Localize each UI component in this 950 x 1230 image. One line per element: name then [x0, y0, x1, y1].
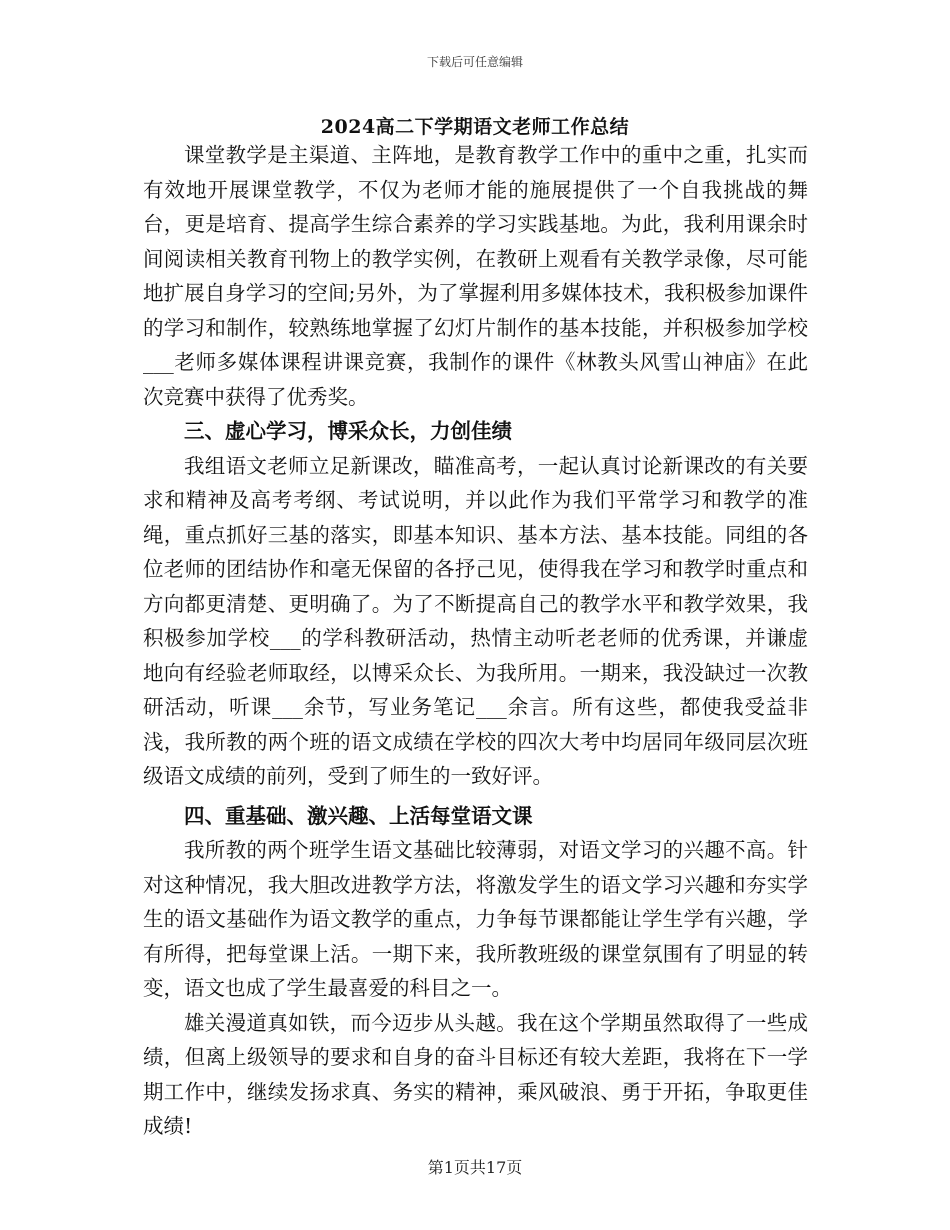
- section-heading-4: 四、重基础、激兴趣、上活每堂语文课: [184, 803, 533, 828]
- paragraph-classroom-teaching: 课堂教学是主渠道、主阵地，是教育教学工作中的重中之重，扎实而有效地开展课堂教学，不仅为老师才能的施展提供了一个自我挑战的舞台，更是培育、提高学生综合素养的学习实践基地。为此，我利用课余时间阅读相关教育刊物上的教学实例，在教研上观看有关教学录像，尽可能地扩展自身学习的空间;另外，为了掌握利用多媒体技术，我积极参加课件的学习和制作，较熟练地掌握了幻灯片制作的基本技能，并积极参加学校___老师多媒体课程讲课竞赛，我制作的课件《林教头风雪山神庙》在此次竞赛中获得了优秀奖。: [143, 143, 808, 409]
- paragraph-foundation: 我所教的两个班学生语文基础比较薄弱，对语文学习的兴趣不高。针对这种情况，我大胆改进教学方法，将激发学生的语文学习兴趣和夯实学生的语文基础作为语文教学的重点，力争每节课都能让学生学有兴趣，学有所得，把每堂课上活。一期下来，我所教班级的课堂氛围有了明显的转变，语文也成了学生最喜爱的科目之一。: [143, 838, 808, 1000]
- section-heading-3: 三、虚心学习，博采众长，力创佳绩: [184, 419, 512, 443]
- paragraph-conclusion: 雄关漫道真如铁，而今迈步从头越。我在这个学期虽然取得了一些成绩，但离上级领导的要求和自身的奋斗目标还有较大差距，我将在下一学期工作中，继续发扬求真、务实的精神，乘风破浪、勇于开拓，争取更佳成绩!: [143, 1010, 808, 1138]
- document-body: [143, 138, 808, 1144]
- paragraph-learning: 我组语文老师立足新课改，瞄准高考，一起认真讨论新课改的有关要求和精神及高考考纲、考试说明，并以此作为我们平常学习和教学的准绳，重点抓好三基的落实，即基本知识、基本方法、基本技能。同组的各位老师的团结协作和毫无保留的各抒己见，使得我在学习和教学时重点和方向都更清楚、更明确了。为了不断提高自己的教学水平和教学效果，我积极参加学校___的学科教研活动，热情主动听老老师的优秀课，并谦虚地向有经验老师取经，以博采众长、为我所用。一期来，我没缺过一次教研活动，听课___余节，写业务笔记___余言。所有这些，都使我受益非浅，我所教的两个班的语文成绩在学校的四次大考中均居同年级同层次班级语文成绩的前列，受到了师生的一致好评。: [143, 453, 808, 788]
- download-note: 下载后可任意编辑: [426, 55, 523, 69]
- page-number: 第1页共17页: [427, 1158, 523, 1177]
- document-title: 2024高二下学期语文老师工作总结: [320, 116, 630, 138]
